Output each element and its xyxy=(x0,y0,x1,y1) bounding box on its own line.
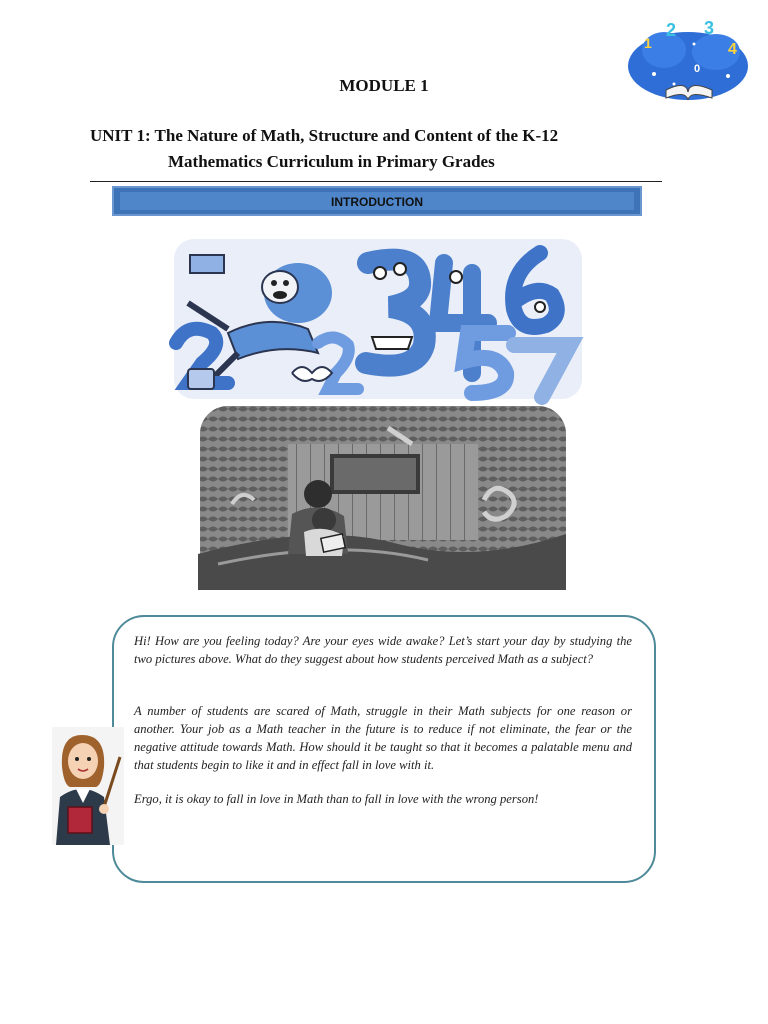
intro-paragraph-2: A number of students are scared of Math, struggle in their Math subjects for one reason or another. Your job as a Math teacher in the future is to reduce if not eliminate, the fear or the negative attitude towards Math. How should it be taught so that it becomes a palatable menu and that students begin to like it and in effect fall in love with it. xyxy=(134,704,632,772)
svg-text:4: 4 xyxy=(728,41,737,58)
unit-title-line-1: UNIT 1: The Nature of Math, Structure and Content of the K-12 xyxy=(90,126,559,145)
svg-text:0: 0 xyxy=(694,63,701,75)
svg-text:1: 1 xyxy=(644,35,652,51)
unit-title-line-2: Mathematics Curriculum in Primary Grades xyxy=(168,152,495,171)
teacher-with-pointer-icon xyxy=(52,727,124,845)
teacher-character xyxy=(52,727,124,845)
module-title: MODULE 1 xyxy=(339,76,429,95)
svg-text:2: 2 xyxy=(666,20,677,40)
parent-and-child-reading-icon xyxy=(198,404,568,592)
introduction-section-bar xyxy=(112,186,642,216)
scared-person-chased-by-numbers-icon xyxy=(168,233,588,405)
svg-text:3: 3 xyxy=(704,18,715,38)
intro-paragraph-3: Ergo, it is okay to fall in love in Math than to fall in love with the wrong person! xyxy=(134,792,539,806)
forest-reading-illustration xyxy=(198,404,568,592)
title-divider xyxy=(90,181,662,182)
introduction-label: INTRODUCTION xyxy=(331,195,423,209)
number-monsters-illustration xyxy=(168,233,588,405)
intro-paragraph-1: Hi! How are you feeling today? Are your eyes wide awake? Let’s start your day by studying the two pictures above. What do they suggest about how students perceived Math as a subject? xyxy=(134,634,632,666)
